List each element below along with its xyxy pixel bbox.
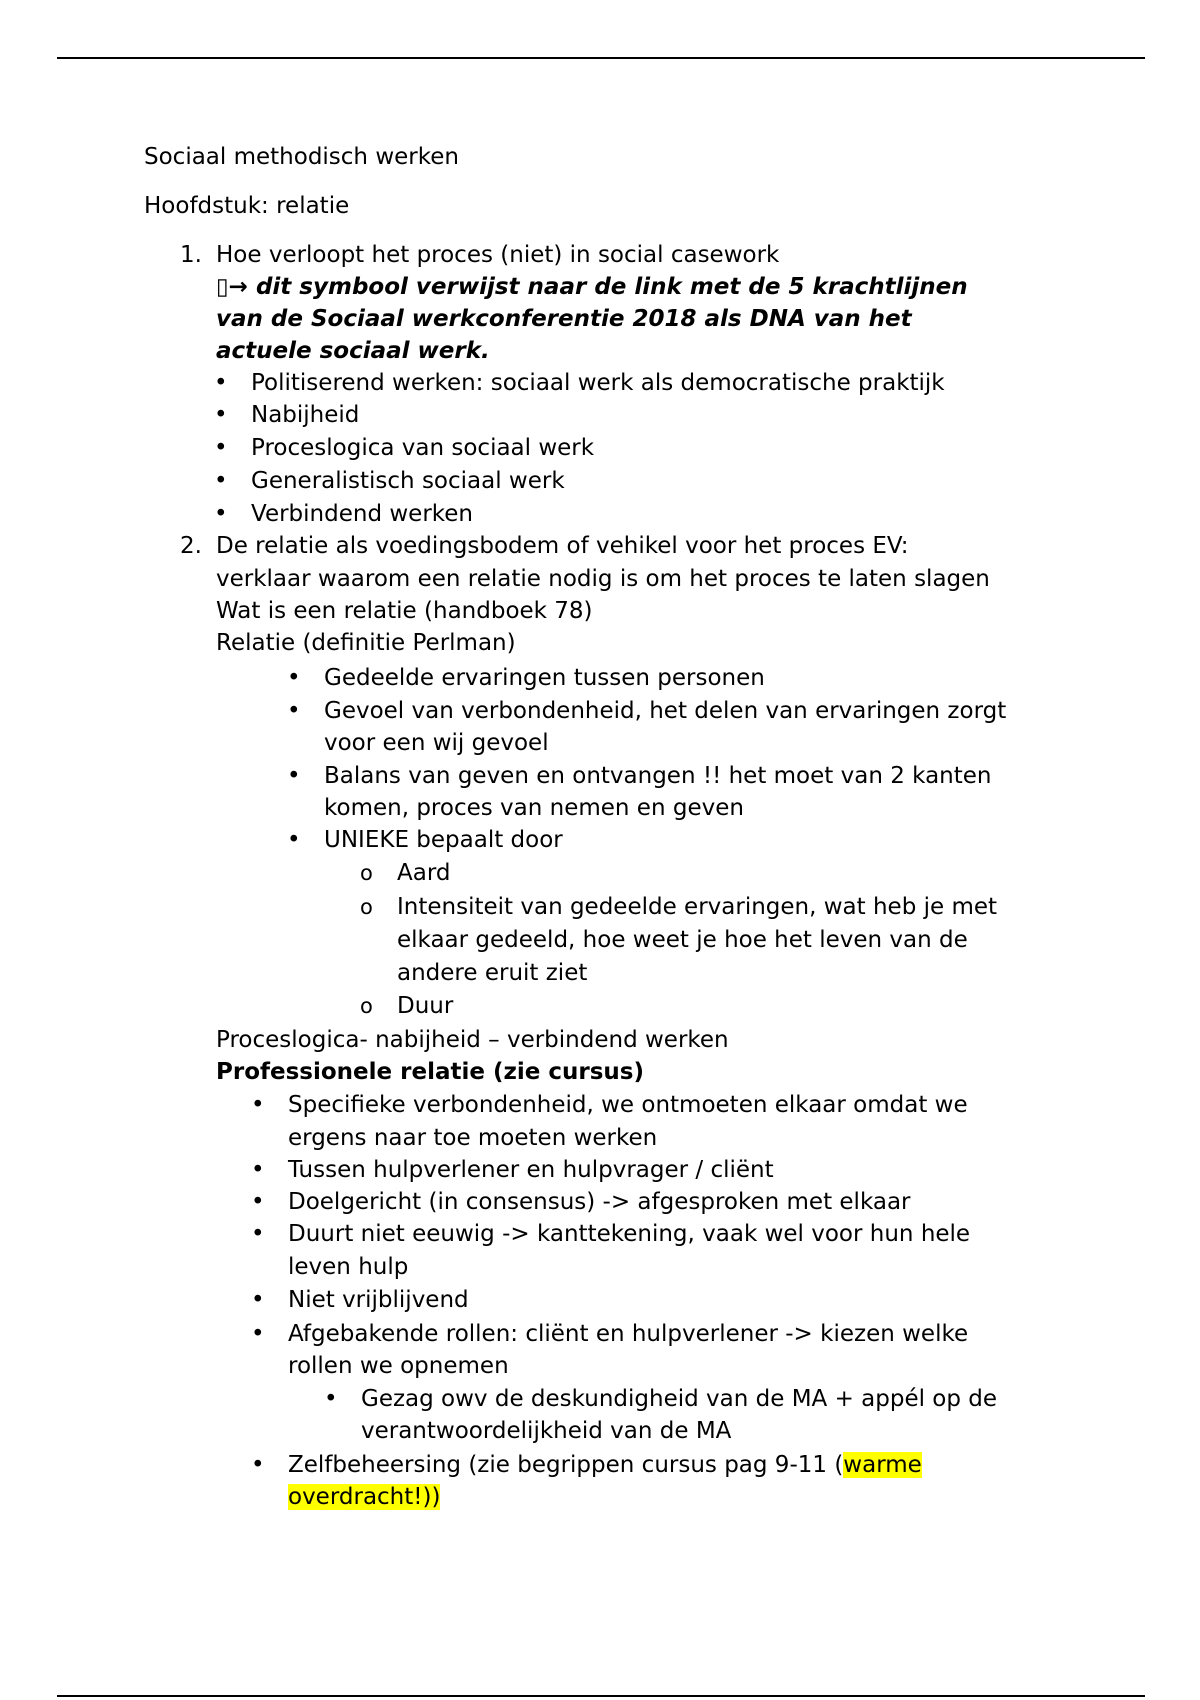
list-item: Generalistisch sociaal werk [251, 468, 565, 494]
item1-note-line-3: actuele sociaal werk. [216, 338, 490, 364]
list-item: Politiserend werken: sociaal werk als democratische praktijk [251, 370, 945, 396]
list-item: Proceslogica van sociaal werk [251, 435, 595, 461]
bullet-icon: • [324, 1386, 338, 1412]
list-item-continuation: rollen we opnemen [288, 1353, 509, 1379]
link-symbol-icon: ▯→ [216, 274, 248, 300]
bullet-icon: • [214, 402, 228, 428]
bullet-icon: • [287, 698, 301, 724]
bullet-icon: • [251, 1321, 265, 1347]
bullet-icon: • [287, 827, 301, 853]
list-item-continuation: voor een wij gevoel [324, 730, 549, 756]
footer-rule [57, 1695, 1145, 1697]
sub-list-item: Intensiteit van gedeelde ervaringen, wat heb je met [397, 894, 998, 920]
list-item: Duurt niet eeuwig -> kanttekening, vaak wel voor hun hele [288, 1221, 971, 1247]
item2-line-3: Wat is een relatie (handboek 78) [216, 598, 593, 624]
item1-note-line-2: van de Sociaal werkconferentie 2018 als DNA van het [216, 306, 912, 332]
sub-list-item-continuation: andere eruit ziet [397, 960, 588, 986]
highlighted-text: overdracht!)) [288, 1484, 441, 1510]
sub-bullet-icon: o [360, 895, 373, 919]
list-item: Specifieke verbondenheid, we ontmoeten elkaar omdat we [288, 1092, 968, 1118]
list-item: Gevoel van verbondenheid, het delen van ervaringen zorgt [324, 698, 1007, 724]
bullet-icon: • [251, 1157, 265, 1183]
item2-line-2: verklaar waarom een relatie nodig is om het proces te laten slagen [216, 566, 990, 592]
list-item: Balans van geven en ontvangen !! het moet van 2 kanten [324, 763, 992, 789]
item1-note-line-1: ▯→ dit symbool verwijst naar de link met de 5 krachtlijnen [216, 274, 968, 300]
bullet-icon: • [251, 1221, 265, 1247]
sub-list-item-continuation: elkaar gedeeld, hoe weet je hoe het leven van de [397, 927, 968, 953]
chapter-heading: Hoofdstuk: relatie [144, 193, 350, 219]
bullet-icon: • [287, 763, 301, 789]
list-item-zelfbeheersing: Zelfbeheersing (zie begrippen cursus pag 9-11 (warme [288, 1452, 922, 1478]
list-item: Doelgericht (in consensus) -> afgesproken met elkaar [288, 1189, 911, 1215]
bullet-icon: • [251, 1287, 265, 1313]
list-item-continuation [288, 1483, 440, 1511]
bullet-icon: • [214, 435, 228, 461]
list-item-continuation: komen, proces van nemen en geven [324, 795, 744, 821]
list-number-1: 1. [180, 242, 202, 268]
bullet-icon: • [251, 1092, 265, 1118]
document-title: Sociaal methodisch werken [144, 144, 459, 170]
list-item: Gedeelde ervaringen tussen personen [324, 665, 765, 691]
list-item-continuation: ergens naar toe moeten werken [288, 1125, 658, 1151]
sub-bullet-icon: o [360, 994, 373, 1018]
professional-relation-heading: Professionele relatie (zie cursus) [216, 1059, 644, 1085]
bullet-icon: • [214, 468, 228, 494]
list-item: Nabijheid [251, 402, 360, 428]
bullet-icon: • [214, 501, 228, 527]
bullet-icon: • [287, 665, 301, 691]
sub-list-item: Aard [397, 860, 451, 886]
item1-heading: Hoe verloopt het proces (niet) in social casework [216, 242, 780, 268]
bullet-icon: • [251, 1189, 265, 1215]
list-item: UNIEKE bepaalt door [324, 827, 563, 853]
list-number-2: 2. [180, 533, 202, 559]
bullet-icon: • [214, 370, 228, 396]
krachtlijnen-line: Proceslogica- nabijheid – verbindend werken [216, 1027, 729, 1053]
sub-bullet-icon: o [360, 861, 373, 885]
bullet-icon: • [251, 1452, 265, 1478]
sub-list-item: Duur [397, 993, 454, 1019]
list-item: Afgebakende rollen: cliënt en hulpverlener -> kiezen welke [288, 1321, 969, 1347]
list-item: Verbindend werken [251, 501, 474, 527]
list-item: Tussen hulpverlener en hulpvrager / cliënt [288, 1157, 774, 1183]
nested-list-item: Gezag owv de deskundigheid van de MA + appél op de [361, 1386, 998, 1412]
item2-line-1: De relatie als voedingsbodem of vehikel voor het proces EV: [216, 533, 909, 559]
header-rule [57, 57, 1145, 59]
nested-list-item-continuation: verantwoordelijkheid van de MA [361, 1418, 732, 1444]
item2-line-4: Relatie (definitie Perlman) [216, 630, 516, 656]
highlighted-text: warme [843, 1452, 922, 1478]
list-item-continuation: leven hulp [288, 1254, 409, 1280]
list-item: Niet vrijblijvend [288, 1287, 469, 1313]
